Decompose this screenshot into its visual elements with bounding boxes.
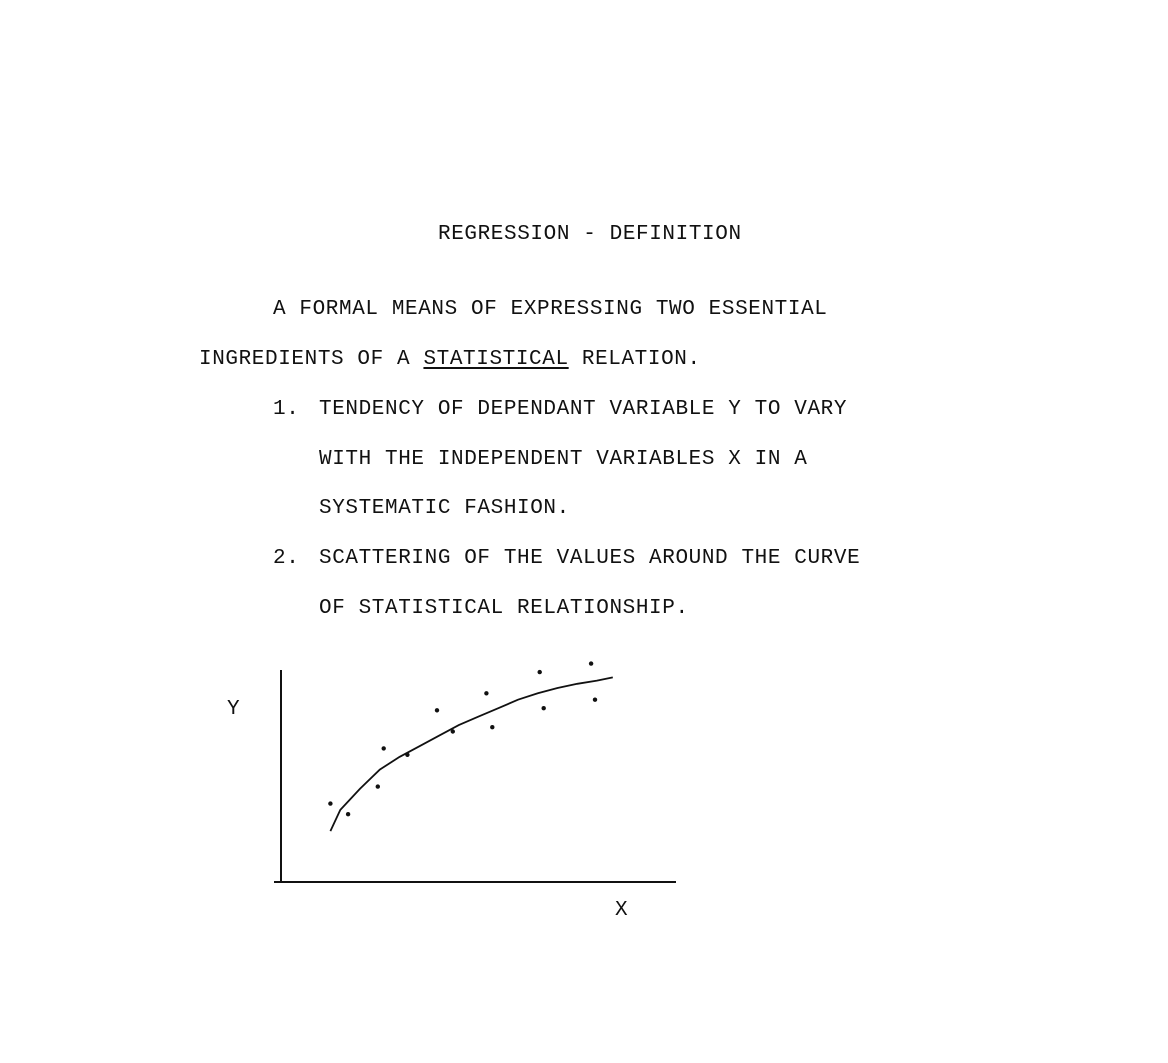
intro-line-2-end: RELATION. xyxy=(568,348,701,371)
list-item-2-line-1: SCATTERING OF THE VALUES AROUND THE CURVE xyxy=(319,547,861,570)
data-point-8 xyxy=(484,691,488,695)
list-item-1-line-2: WITH THE INDEPENDENT VARIABLES X IN A xyxy=(319,448,808,471)
data-point-5 xyxy=(405,753,409,757)
underlined-term: STATISTICAL xyxy=(423,348,569,371)
data-point-9 xyxy=(490,725,494,729)
list-item-2-number: 2. xyxy=(273,547,300,570)
list-item-1-number: 1. xyxy=(273,398,300,421)
data-point-3 xyxy=(376,784,380,788)
data-point-12 xyxy=(589,661,593,665)
intro-line-2-start: INGREDIENTS OF A xyxy=(199,348,424,371)
data-point-11 xyxy=(542,706,546,710)
page-title: REGRESSION - DEFINITION xyxy=(438,223,742,246)
y-axis-label: Y xyxy=(227,698,240,721)
data-point-13 xyxy=(593,698,597,702)
data-point-10 xyxy=(538,670,542,674)
list-item-1-line-3: SYSTEMATIC FASHION. xyxy=(319,497,570,520)
list-item-1-line-1: TENDENCY OF DEPENDANT VARIABLE Y TO VARY xyxy=(319,398,848,421)
data-point-1 xyxy=(328,801,332,805)
regression-curve xyxy=(330,677,612,831)
data-points xyxy=(328,661,597,816)
list-item-2-line-2: OF STATISTICAL RELATIONSHIP. xyxy=(319,597,689,620)
data-point-2 xyxy=(346,812,350,816)
data-point-6 xyxy=(435,708,439,712)
intro-line-1: A FORMAL MEANS OF EXPRESSING TWO ESSENTIAL xyxy=(273,298,828,321)
data-point-4 xyxy=(382,746,386,750)
data-point-7 xyxy=(451,729,455,733)
x-axis-label: X xyxy=(615,899,628,922)
